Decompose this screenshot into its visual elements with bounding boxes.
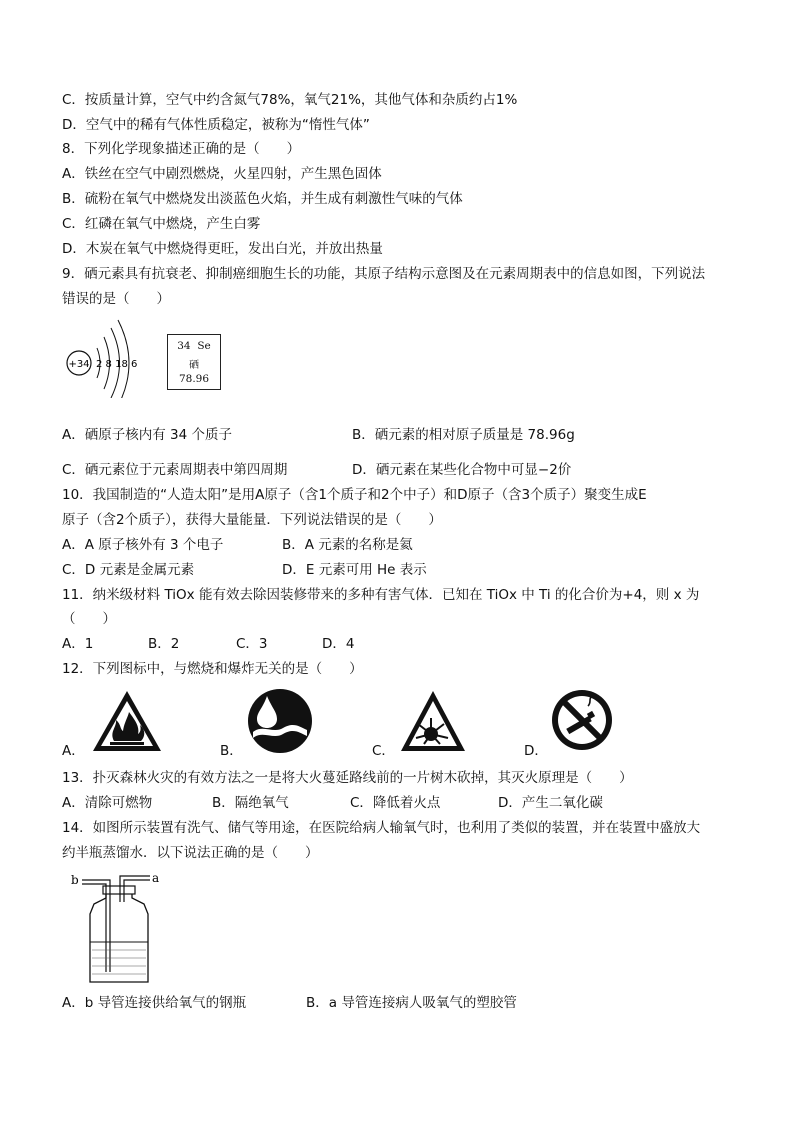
q12-stem: 12．下列图标中，与燃烧和爆炸无关的是（ ） [62,661,363,677]
q14-option-b: B．a 导管连接病人吸氧气的塑胶管 [306,995,517,1011]
q10-option-a: A．A 原子核外有 3 个电子 [62,537,224,553]
element-mass: 78.96 [178,373,210,385]
q13-option-c: C．降低着火点 [350,795,441,811]
q10-option-c: C．D 元素是金属元素 [62,562,195,578]
q7-option-c: C．按质量计算，空气中约含氮气78%，氧气21%，其他气体和杂质约占1% [62,92,518,108]
q13-option-b: B．隔绝氧气 [212,795,289,811]
nucleus-charge: +34 [68,359,90,370]
water-drop-circle-icon [247,688,313,754]
q9-stem-line2: 错误的是（ ） [62,291,170,307]
gas-washing-bottle-diagram [68,868,168,986]
q11-option-c: C．3 [236,636,268,652]
tube-label-a: a [152,871,160,885]
q9-option-c: C．硒元素位于元素周期表中第四周期 [62,462,288,478]
q13-option-a: A．清除可燃物 [62,795,153,811]
q13-option-d: D．产生二氧化碳 [498,795,603,811]
selenium-atom-diagram [62,316,152,398]
q10-option-b: B．A 元素的名称是氦 [282,537,413,553]
q9-option-d: D．硒元素在某些化合物中可显−2价 [352,462,572,478]
q10-option-d: D．E 元素可用 He 表示 [282,562,427,578]
q8-option-a: A．铁丝在空气中剧烈燃烧，火星四射，产生黑色固体 [62,166,382,182]
q8-option-b: B．硫粉在氧气中燃烧发出淡蓝色火焰，并生成有刺激性气味的气体 [62,191,463,207]
q12-option-a-label: A． [62,743,85,759]
q7-option-d: D．空气中的稀有气体性质稳定，被称为“惰性气体” [62,117,370,133]
q14-option-a: A．b 导管连接供给氧气的钢瓶 [62,995,247,1011]
element-name: 硒 [189,360,199,371]
q10-stem-line1: 10．我国制造的“人造太阳”是用A原子（含1个质子和2个中子）和D原子（含3个质子）聚变生成E [62,487,647,503]
q12-option-c-label: C． [372,743,395,759]
shell-electrons: 2 8 18 6 [96,359,138,370]
q8-option-d: D．木炭在氧气中燃烧得更旺，发出白光，并放出热量 [62,241,383,257]
q12-option-b-label: B． [220,743,243,759]
q13-stem: 13．扑灭森林火灾的有效方法之一是将大火蔓延路线前的一片树木砍掉，其灭火原理是（ ） [62,770,633,786]
q11-option-a: A．1 [62,636,94,652]
q9-stem-line1: 9．硒元素具有抗衰老、抑制癌细胞生长的功能，其原子结构示意图及在元素周期表中的信息如图，下列说法 [62,266,706,282]
q14-stem-line2: 约半瓶蒸馏水．以下说法正确的是（ ） [62,845,319,861]
q9-option-a: A．硒原子核内有 34 个质子 [62,427,232,443]
q12-option-d-label: D． [524,743,548,759]
periodic-table-cell [167,334,221,390]
q10-stem-line2: 原子（含2个质子），获得大量能量．下列说法错误的是（ ） [62,512,442,528]
q11-stem-line2: （ ） [62,611,116,627]
q8-option-c: C．红磷在氧气中燃烧，产生白雾 [62,216,261,232]
q11-option-d: D．4 [322,636,355,652]
element-number-symbol: 34 Se [177,340,211,352]
tube-label-b: b [71,873,79,887]
flammable-warning-icon [90,688,164,754]
q9-option-b: B．硒元素的相对原子质量是 78.96g [352,427,575,443]
q14-stem-line1: 14．如图所示装置有洗气、储气等用途，在医院给病人输氧气时，也利用了类似的装置，并在装置中盛放大 [62,820,701,836]
q8-stem: 8．下列化学现象描述正确的是（ ） [62,141,301,157]
q11-option-b: B．2 [148,636,180,652]
no-smoking-icon [550,688,614,752]
q11-stem-line1: 11．纳米级材料 TiOx 能有效去除因装修带来的多种有害气体．已知在 TiOx 中 Ti 的化合价为+4，则 x 为 [62,587,700,603]
explosive-warning-icon [398,688,468,754]
